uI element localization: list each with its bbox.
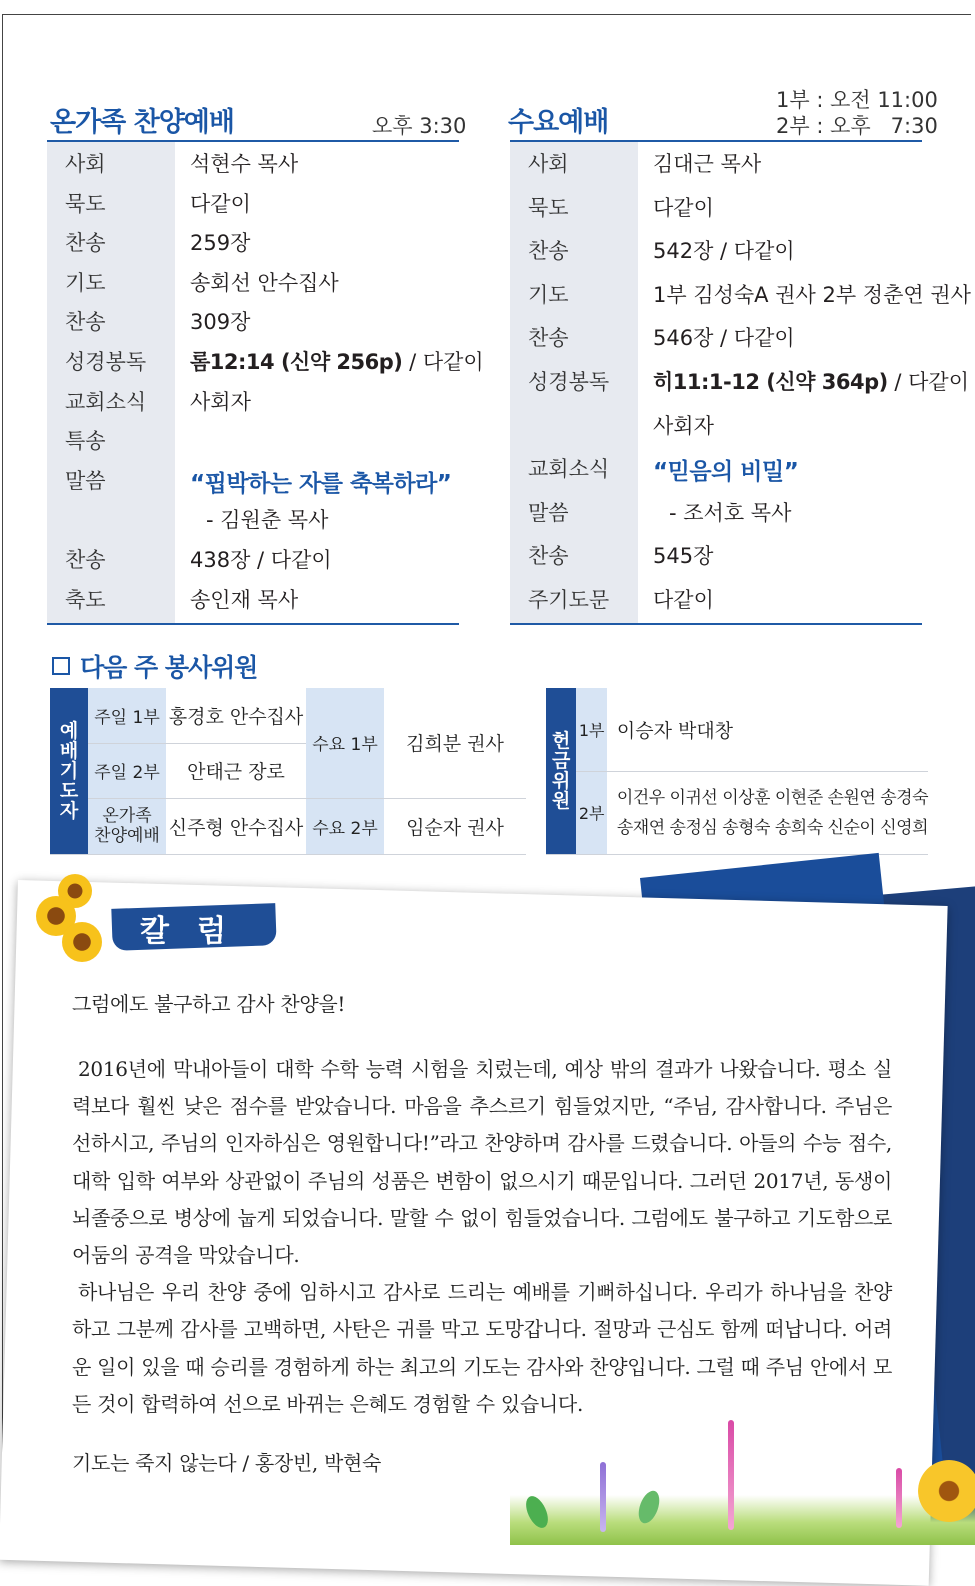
order-item-label: 사회	[528, 152, 569, 176]
next-week-title	[52, 648, 257, 684]
family-worship-bottom-rule	[47, 623, 459, 625]
order-item-label: 찬송	[65, 310, 106, 335]
order-item-value	[190, 504, 328, 534]
wed1-label: 수요 1부	[306, 688, 384, 798]
order-item-label: 교회소식	[65, 389, 147, 414]
order-row	[47, 188, 459, 228]
order-item-text: 다같이	[653, 195, 714, 220]
order-item-text: 1부 김성숙A 권사 2부 정춘연 권사	[653, 282, 971, 307]
order-item-text: 542장 / 다같이	[653, 239, 795, 264]
order-item-label: 찬송	[65, 231, 106, 256]
column-lead: 그럼에도 불구하고 감사 찬양을!	[72, 992, 346, 1016]
order-item-label: 교회소식	[528, 457, 610, 482]
order-row	[47, 544, 459, 584]
order-item-label: 성경봉독	[65, 350, 147, 374]
order-row	[510, 453, 922, 497]
offering-1-label: 1부	[576, 688, 606, 771]
offering-header-text: 헌금위원	[552, 729, 571, 812]
sunflower-icon	[62, 922, 102, 962]
offering-committee-table	[546, 688, 928, 855]
order-item-label: 사회	[65, 152, 106, 176]
order-row	[510, 148, 922, 192]
order-item-text: 259장	[190, 231, 251, 256]
order-item-text: 438장 / 다같이	[190, 548, 332, 572]
family-label-line2: 찬양예배	[94, 826, 160, 846]
order-item-label: 기도	[528, 282, 569, 307]
order-item-label: 찬송	[528, 544, 569, 569]
order-row	[510, 540, 922, 584]
sermon-title: “핍박하는 자를 축복하라”	[190, 470, 452, 497]
order-item-value	[190, 544, 332, 574]
wednesday-worship-bottom-rule	[510, 623, 922, 625]
scripture-reference: 롬12:14 (신약 256p)	[190, 350, 403, 374]
wednesday-time-2: 2부 : 오후 7:30	[776, 114, 938, 138]
order-row	[510, 497, 922, 541]
order-item-text: - 김원춘 목사	[206, 508, 329, 533]
order-item-value	[653, 453, 798, 486]
order-item-text: 사회자	[190, 389, 251, 414]
order-item-value	[653, 584, 714, 614]
family-worship-title: 온가족 찬양예배	[50, 107, 234, 138]
column-tab-label: 칼럼	[140, 914, 254, 949]
order-row	[510, 366, 970, 410]
order-item-value	[653, 192, 714, 222]
column-paragraph-2: 하나님은 우리 찬양 중에 임하시고 감사로 드리는 예배를 기뻐하십니다. 우리가 하나님을 찬양하고 그분께 감사를 고백하면, 사탄은 귀를 막고 도망갑니다. 절망과 근심도 함께 떠납니다. 어려운 일이 있을 때 승리를 경험하게 하는 최고의 기도는 감사와 찬양입니다. 그럴 때 주님 안에서 모든 것이 합력하여 선으로 바뀌는 은혜도 경험할 수 있습니다.	[72, 1280, 892, 1416]
sermon-title: “믿음의 비밀”	[653, 459, 799, 486]
order-row	[510, 279, 971, 323]
order-row	[510, 322, 922, 366]
order-item-value	[190, 306, 250, 336]
order-item-text: / 다같이	[402, 350, 484, 374]
order-item-value	[653, 497, 791, 527]
sun1-label: 주일 1부	[88, 688, 166, 743]
order-item-value	[190, 386, 251, 416]
prayer-leaders-header-text: 예배기도자	[59, 719, 79, 822]
order-row	[47, 425, 459, 465]
order-item-text: 사회자	[653, 413, 714, 438]
order-row	[47, 227, 459, 267]
order-row	[47, 584, 459, 624]
order-item-value	[190, 227, 250, 257]
order-item-text: 송인재 목사	[190, 587, 299, 612]
order-item-value	[653, 148, 761, 178]
order-item-label: 말씀	[528, 500, 569, 525]
order-item-label: 묵도	[65, 191, 106, 216]
square-bullet-icon	[52, 657, 70, 675]
order-row	[47, 346, 484, 386]
order-item-value	[653, 366, 969, 396]
order-row	[47, 148, 459, 188]
order-item-text: 546장 / 다같이	[653, 326, 795, 351]
wed1-name: 김희분 권사	[384, 688, 526, 798]
column-body	[72, 1051, 892, 1423]
order-item-label: 주기도문	[528, 588, 610, 612]
order-item-value	[653, 410, 714, 440]
order-item-label: 찬송	[528, 326, 569, 351]
sun2-name: 안태근 장로	[166, 743, 306, 798]
sunflower-icon	[918, 1460, 975, 1522]
order-item-value	[190, 346, 484, 376]
wed2-label: 수요 2부	[306, 798, 384, 854]
order-item-value	[190, 188, 251, 218]
order-item-label: 찬송	[65, 548, 106, 572]
family-worship-name: 신주형 안수집사	[166, 798, 306, 854]
order-item-value	[190, 148, 298, 178]
next-week-title-text: 다음 주 봉사위원	[80, 653, 258, 682]
order-item-value	[190, 267, 339, 297]
order-item-value	[190, 584, 298, 614]
wed2-name: 임순자 권사	[384, 798, 526, 854]
order-item-value	[653, 279, 971, 309]
offering-2-names-line1: 이건우 이귀선 이상훈 이현준 손원연 송경숙	[616, 787, 928, 808]
wednesday-worship-title: 수요예배	[508, 107, 609, 138]
order-row	[47, 465, 459, 505]
order-item-label: 묵도	[528, 195, 569, 220]
offering-1-names: 이승자 박대창	[607, 688, 928, 771]
order-item-label: 말씀	[65, 468, 106, 493]
order-item-text: 김대근 목사	[653, 152, 762, 176]
order-row	[47, 386, 459, 426]
column-paragraph-1: 2016년에 막내아들이 대학 수학 능력 시험을 치렀는데, 예상 밖의 결과가 나왔습니다. 평소 실력보다 훨씬 낮은 점수를 받았습니다. 마음을 추스르기 힘들었지만, “주님, 감사합니다. 주님은 선하시고, 주님의 인자하심은 영원합니다!”라고 찬양하며 감사를 드렸습니다. 아들의 수능 점수, 대학 입학 여부와 상관없이 주님의 성품은 변함이 없으시기 때문입니다. 그러던 2017년, 동생이 뇌졸중으로 병상에 눕게 되었습니다. 말할 수 없이 힘들었습니다. 그럼에도 불구하고 기도함으로 어둠의 공격을 막았습니다.	[72, 1057, 892, 1268]
order-item-text: / 다같이	[887, 370, 970, 394]
order-item-label: 성경봉독	[528, 370, 610, 394]
lavender-icon	[600, 1462, 606, 1532]
wednesday-time-1: 1부 : 오전 11:00	[776, 88, 938, 112]
prayer-leaders-header	[50, 688, 88, 854]
order-row	[510, 235, 922, 279]
scripture-reference: 히11:1-12 (신약 364p)	[653, 370, 888, 394]
order-row	[510, 584, 922, 628]
sun1-name: 홍경호 안수집사	[166, 688, 306, 743]
wednesday-worship-order	[510, 142, 971, 623]
sun2-label: 주일 2부	[88, 743, 166, 798]
order-item-text: 다같이	[653, 588, 714, 612]
order-item-text: 545장	[653, 544, 714, 569]
order-item-label: 찬송	[528, 239, 569, 264]
order-item-text: 석현수 목사	[190, 152, 299, 176]
grass-decoration	[510, 1495, 975, 1545]
offering-2-names	[607, 771, 928, 854]
order-item-value	[653, 322, 795, 352]
order-item-label: 특송	[65, 429, 106, 454]
order-row	[47, 267, 459, 307]
order-item-text: 다같이	[190, 191, 251, 216]
family-label-line1: 온가족	[102, 806, 152, 826]
order-item-value	[190, 465, 451, 498]
prayer-leaders-table	[50, 688, 526, 855]
order-item-label: 축도	[65, 587, 106, 612]
family-worship-time: 오후 3:30	[372, 114, 467, 138]
order-row	[47, 306, 459, 346]
pink-blossom-icon	[896, 1468, 902, 1528]
offering-2-label: 2부	[576, 771, 606, 854]
order-item-value	[653, 235, 795, 265]
offering-2-names-line2: 송재연 송정심 송형숙 송희숙 신순이 신영희	[616, 817, 928, 838]
order-item-value	[653, 540, 713, 570]
family-worship-order	[47, 142, 484, 623]
family-worship-label	[88, 798, 166, 854]
order-row	[510, 192, 922, 236]
order-row	[47, 504, 459, 544]
order-row	[510, 410, 922, 454]
order-item-text: 송회선 안수집사	[190, 270, 339, 295]
offering-header	[546, 688, 576, 854]
order-item-text: - 조서호 목사	[669, 500, 792, 525]
order-item-label: 기도	[65, 270, 106, 295]
order-item-text: 309장	[190, 310, 251, 335]
column-source: 기도는 죽지 않는다 / 홍장빈, 박현숙	[72, 1451, 382, 1475]
pink-blossom-icon	[728, 1420, 734, 1530]
